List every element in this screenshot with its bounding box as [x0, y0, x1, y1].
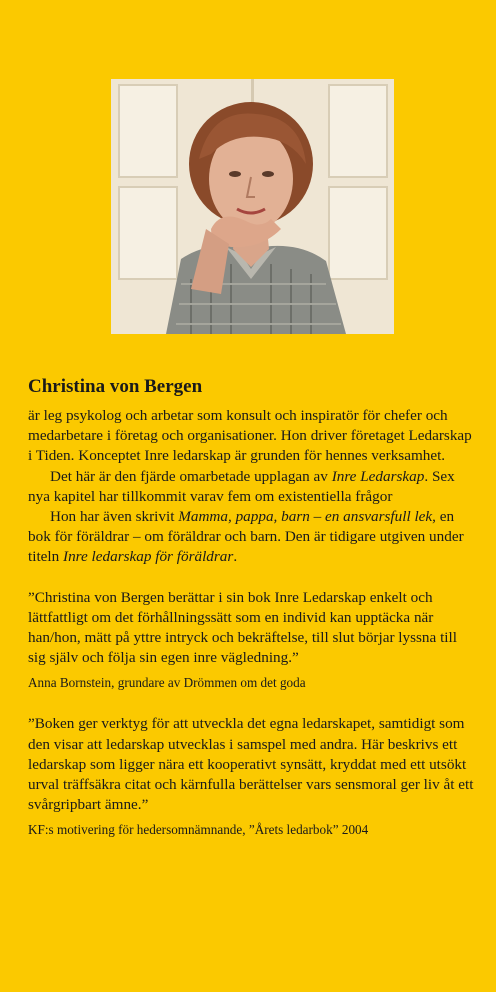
back-cover-text	[28, 376, 476, 839]
book-title-inre-ledarskap: Inre Ledarskap	[331, 467, 425, 485]
spacer	[28, 568, 476, 588]
quote-2-attribution: KF:s motivering för hedersomnämnande, ”Årets ledarbok” 2004	[28, 822, 369, 838]
spacer	[28, 692, 476, 714]
quote-2-text: ”Boken ger verktyg för att utveckla det egna ledarskapet, samtidigt som den visar att ledarskap utvecklas i samspel med andra. Här beskrivs ett ledarskap som ligger nära ett kooperativt synsätt, kryddat med ett utsökt urval träffsäkra citat och kärnfulla berättelser vars sensmoral ger liv åt ett svårgripbart ämne.”	[28, 715, 474, 814]
portrait-illustration	[111, 79, 394, 334]
author-name: Christina von Bergen	[28, 376, 203, 397]
quote-1-text: ”Christina von Bergen berättar i sin bok Inre Ledarskap enkelt och lättfattligt om det förhållningssätt som en individ kan upptäcka när han/hon, mätt på yttre intryck och bekräftelse, till slut börjar lyssna till sig själv och följa sin egen inre vägledning.”	[28, 588, 457, 667]
bio-p2-text: Det här är den fjärde omarbetade upplagan av	[50, 467, 332, 485]
bio-p3-text-end: .	[233, 548, 238, 566]
bio-p3-text-mid: , en bok för föräldrar – om föräldrar och barn. Den är tidigare utgiven under titeln	[28, 508, 464, 566]
bio-paragraph-2	[28, 467, 476, 507]
bio-p3-text: Hon har även skrivit	[50, 508, 179, 526]
quote-1-attribution: Anna Bornstein, grundare av Drömmen om det goda	[28, 675, 306, 691]
book-title-foraldrar: Inre ledarskap för föräldrar	[63, 548, 234, 566]
bio-paragraph-3	[28, 507, 476, 568]
bio-p2-text-end: . Sex nya kapitel har tillkommit varav fem om existentiella frågor	[28, 467, 455, 505]
author-photo	[111, 79, 394, 334]
bio-paragraph-1: är leg psykolog och arbetar som konsult och inspiratör för chefer och medarbetare i företag och organisationer. Hon driver företaget Ledarskap i Tiden. Konceptet Inre ledarskap är grunden för hennes verksamhet.	[28, 407, 472, 465]
book-title-mamma-pappa-barn: Mamma, pappa, barn – en ansvarsfull lek	[178, 508, 433, 526]
